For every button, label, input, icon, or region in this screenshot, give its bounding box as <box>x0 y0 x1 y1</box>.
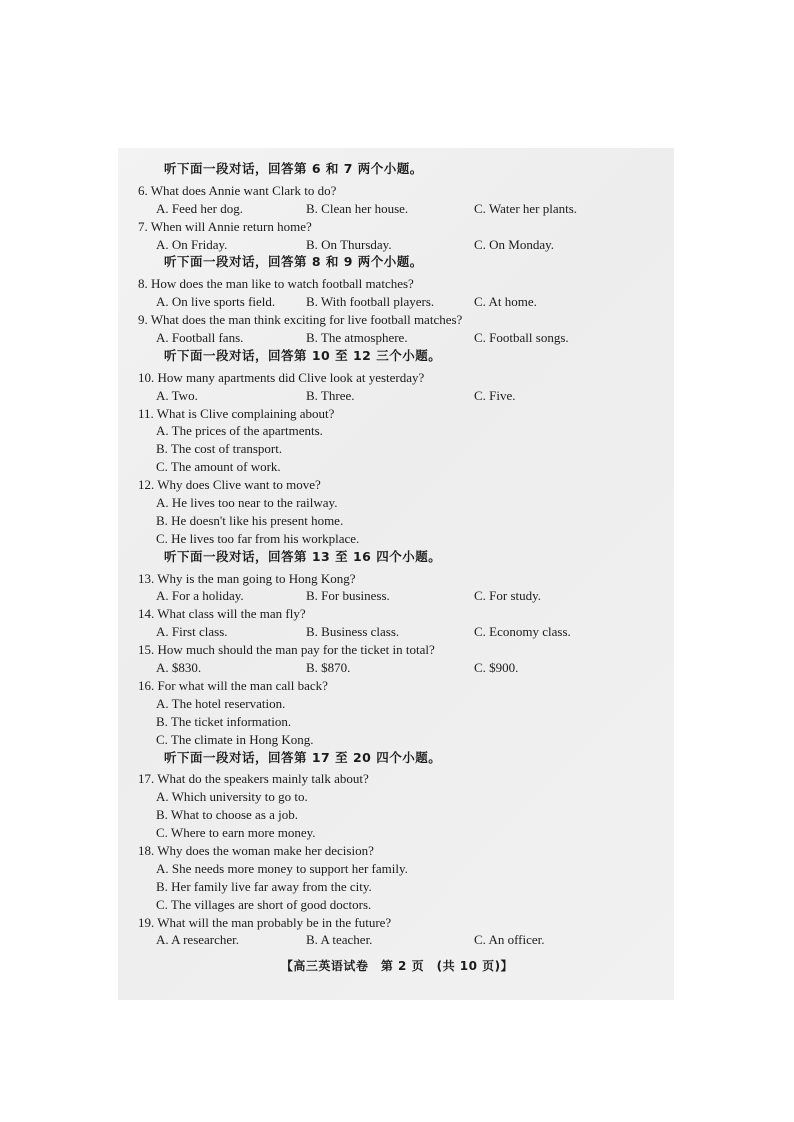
option-c: C. Where to earn more money. <box>156 825 316 841</box>
option-c: C. He lives too far from his workplace. <box>156 530 360 546</box>
option-a: A. On live sports field. <box>156 294 276 310</box>
option-c: C. The amount of work. <box>156 459 281 475</box>
page-footer: 【高三英语试卷 第 2 页 (共 10 页)】 <box>280 959 514 973</box>
section-heading: 听下面一段对话，回答第 10 至 12 三个小题。 <box>164 347 442 363</box>
options-7 <box>136 236 656 254</box>
option-c: C. The climate in Hong Kong. <box>156 731 314 747</box>
option-a: A. The prices of the apartments. <box>156 423 323 439</box>
options-10 <box>136 387 656 405</box>
section-heading: 听下面一段对话，回答第 6 和 7 两个小题。 <box>164 161 423 176</box>
question-15: 15. How much should the man pay for the ticket in total? <box>138 642 435 658</box>
question-6: 6. What does Annie want Clark to do? <box>138 182 337 198</box>
option-c: C. Five. <box>474 387 516 403</box>
option-b: B. With football players. <box>306 294 435 310</box>
option-c: C. The villages are short of good doctors. <box>156 896 372 912</box>
question-14: 14. What class will the man fly? <box>138 606 306 622</box>
options-8 <box>136 293 656 311</box>
options-14 <box>136 623 656 641</box>
option-a: A. The hotel reservation. <box>156 695 286 711</box>
options-15 <box>136 659 656 677</box>
listening-questions <box>136 160 656 949</box>
question-12: 12. Why does Clive want to move? <box>138 477 321 493</box>
option-a: A. $830. <box>156 660 202 676</box>
options-19 <box>136 931 656 949</box>
option-a: A. A researcher. <box>156 932 240 948</box>
option-a: A. First class. <box>156 624 228 640</box>
question-18: 18. Why does the woman make her decision? <box>138 842 374 858</box>
section-heading: 听下面一段对话，回答第 8 和 9 两个小题。 <box>164 254 423 270</box>
option-a: A. She needs more money to support her family. <box>156 860 408 876</box>
option-b: B. The ticket information. <box>156 713 292 729</box>
option-a: A. For a holiday. <box>156 588 244 604</box>
option-b: B. Business class. <box>306 624 400 640</box>
section-heading: 听下面一段对话，回答第 17 至 20 四个小题。 <box>164 749 442 765</box>
option-b: B. He doesn't like his present home. <box>156 512 344 528</box>
question-17: 17. What do the speakers mainly talk about? <box>138 771 369 787</box>
option-c: C. Economy class. <box>474 624 571 640</box>
question-9: 9. What does the man think exciting for live football matches? <box>138 312 463 328</box>
option-c: C. Water her plants. <box>474 200 578 216</box>
options-6 <box>136 200 656 218</box>
options-9 <box>136 329 656 347</box>
option-b: B. Her family live far away from the city. <box>156 878 372 894</box>
option-b: B. The cost of transport. <box>156 441 283 457</box>
option-c: C. At home. <box>474 294 537 310</box>
option-a: A. Football fans. <box>156 330 244 346</box>
option-a: A. Which university to go to. <box>156 789 308 805</box>
question-7: 7. When will Annie return home? <box>138 218 312 234</box>
section-heading: 听下面一段对话，回答第 13 至 16 四个小题。 <box>164 548 442 564</box>
option-a: A. He lives too near to the railway. <box>156 495 338 511</box>
options-13 <box>136 587 656 605</box>
option-b: B. $870. <box>306 660 351 676</box>
option-b: B. A teacher. <box>306 932 373 948</box>
option-a: A. Two. <box>156 387 198 403</box>
option-c: C. On Monday. <box>474 236 555 252</box>
option-b: B. On Thursday. <box>306 236 392 252</box>
option-b: B. Three. <box>306 387 355 403</box>
option-c: C. For study. <box>474 588 542 604</box>
question-13: 13. Why is the man going to Hong Kong? <box>138 570 356 586</box>
option-b: B. For business. <box>306 588 390 604</box>
question-11: 11. What is Clive complaining about? <box>138 405 335 421</box>
option-b: B. What to choose as a job. <box>156 807 299 823</box>
option-c: C. An officer. <box>474 932 545 948</box>
option-c: C. Football songs. <box>474 330 569 346</box>
option-a: A. On Friday. <box>156 236 228 252</box>
option-c: C. $900. <box>474 660 519 676</box>
question-10: 10. How many apartments did Clive look at yesterday? <box>138 369 425 385</box>
question-19: 19. What will the man probably be in the future? <box>138 914 392 930</box>
option-a: A. Feed her dog. <box>156 200 244 216</box>
question-16: 16. For what will the man call back? <box>138 677 328 693</box>
question-8: 8. How does the man like to watch football matches? <box>138 276 414 292</box>
option-b: B. Clean her house. <box>306 200 409 216</box>
option-b: B. The atmosphere. <box>306 330 408 346</box>
